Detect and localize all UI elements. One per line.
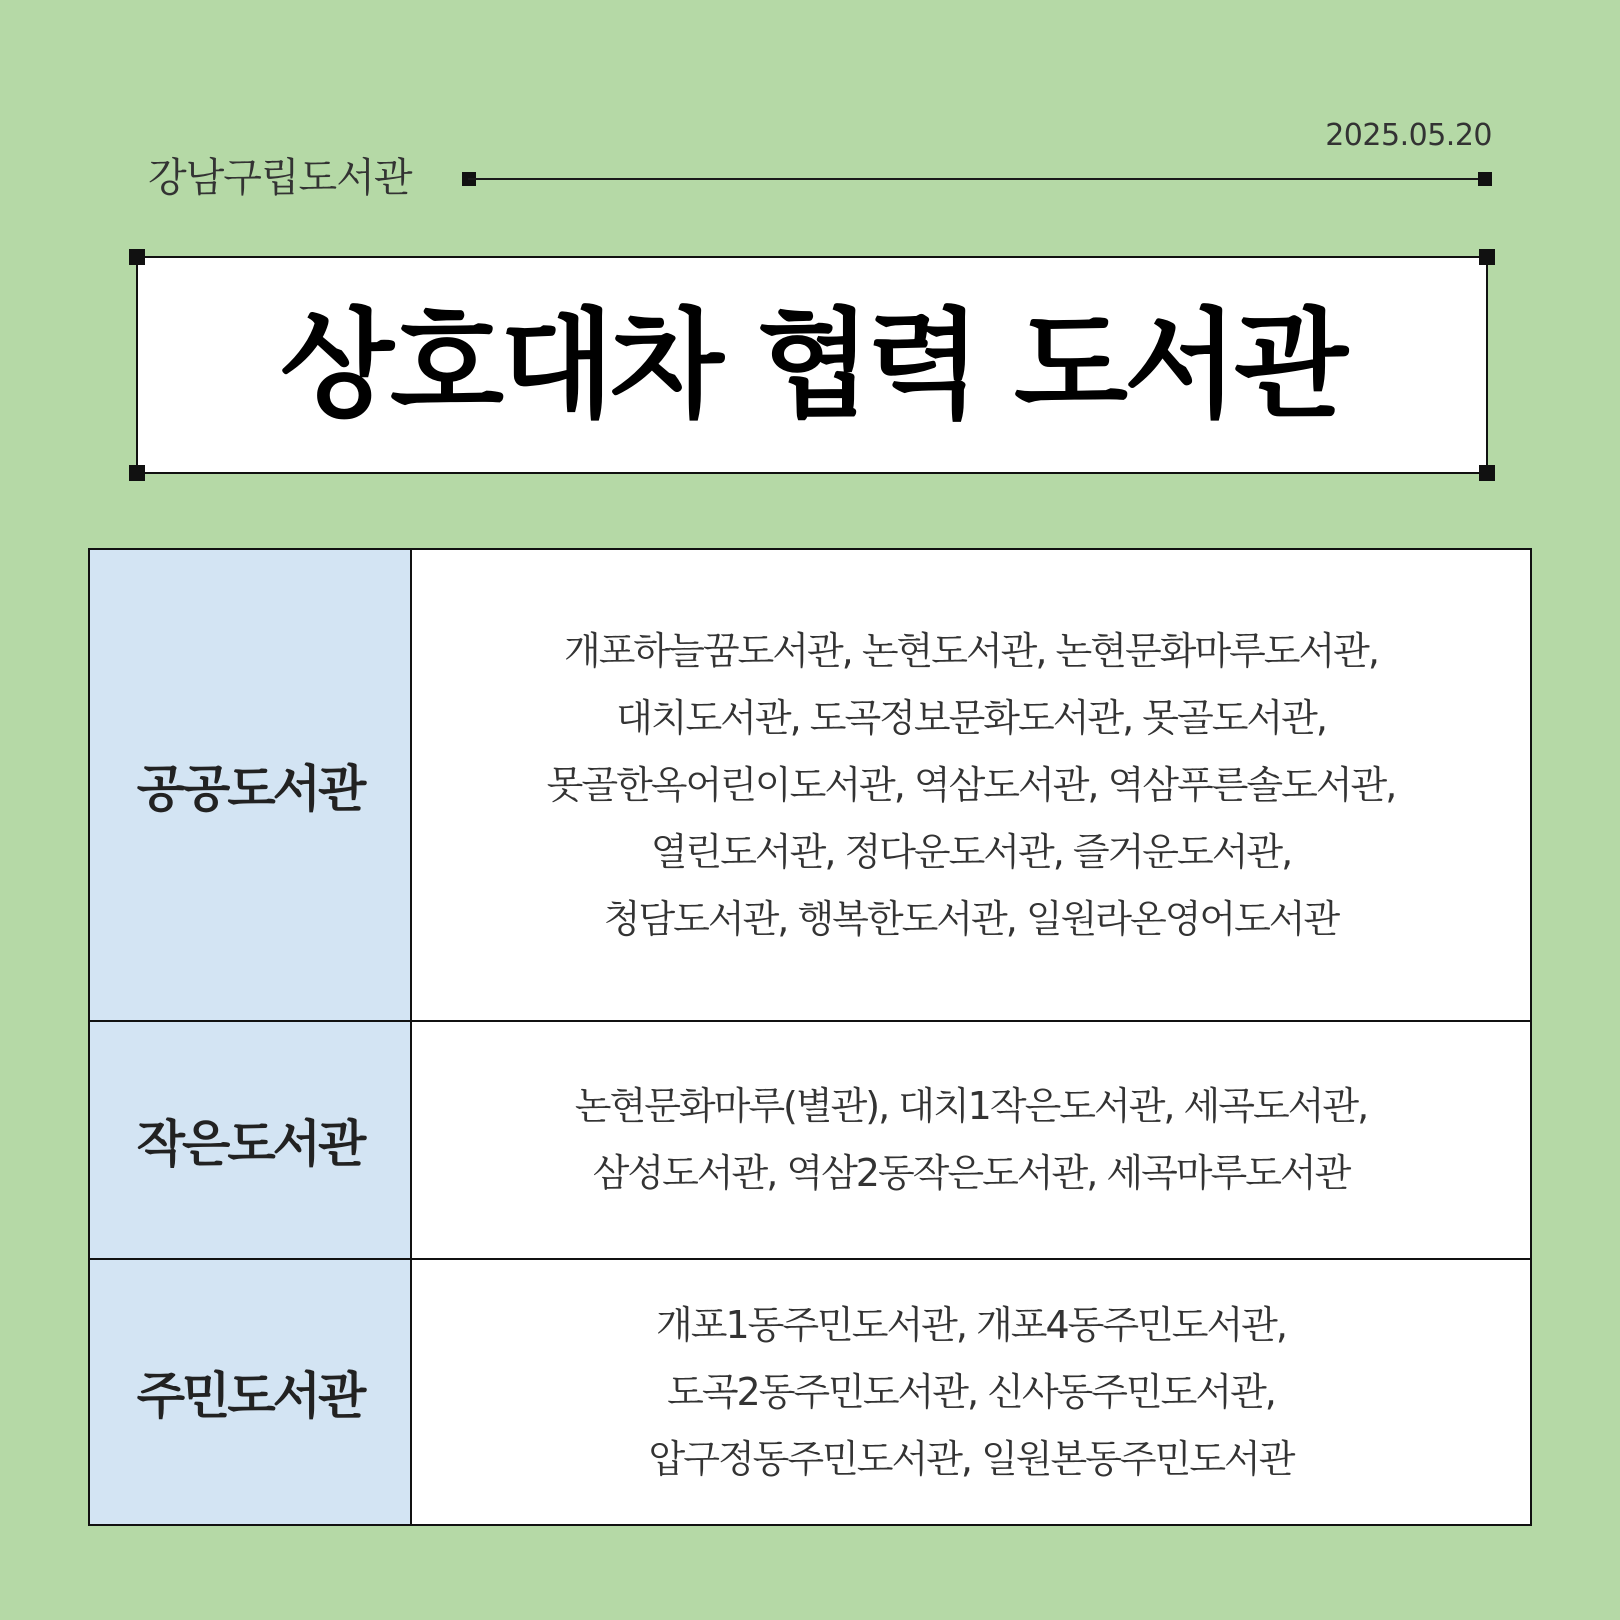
table-row-public — [90, 550, 1530, 1020]
date-label: 2025.05.20 — [1325, 118, 1492, 153]
library-line: 개포1동주민도서관, 개포4동주민도서관, — [656, 1302, 1286, 1347]
library-line: 청담도서관, 행복한도서관, 일원라온영어도서관 — [603, 896, 1339, 941]
library-line: 삼성도서관, 역삼2동작은도서관, 세곡마루도서관 — [592, 1151, 1350, 1195]
header-rule — [468, 178, 1486, 180]
library-table — [88, 548, 1532, 1526]
category-label: 공공도서관 — [90, 550, 412, 1020]
table-row-small — [90, 1020, 1530, 1258]
header-rule-end-dot — [1478, 172, 1492, 186]
category-label: 주민도서관 — [90, 1260, 412, 1524]
table-row-resident — [90, 1258, 1530, 1524]
title-corner-top-left — [129, 249, 145, 265]
title-box — [136, 256, 1488, 474]
organization-name: 강남구립도서관 — [148, 155, 412, 201]
library-line: 도곡2동주민도서관, 신사동주민도서관, — [667, 1369, 1275, 1414]
library-list — [412, 1260, 1530, 1524]
library-list — [412, 550, 1530, 1020]
library-line: 못골한옥어린이도서관, 역삼도서관, 역삼푸른솔도서관, — [546, 762, 1396, 807]
page-title: 상호대차 협력 도서관 — [279, 296, 1345, 434]
category-label: 작은도서관 — [90, 1022, 412, 1258]
library-list — [412, 1022, 1530, 1258]
title-corner-top-right — [1479, 249, 1495, 265]
library-line: 대치도서관, 도곡정보문화도서관, 못골도서관, — [616, 695, 1326, 740]
title-corner-bottom-right — [1479, 465, 1495, 481]
library-line: 개포하늘꿈도서관, 논현도서관, 논현문화마루도서관, — [564, 628, 1378, 673]
library-line: 논현문화마루(별관), 대치1작은도서관, 세곡도서관, — [574, 1084, 1368, 1128]
library-line: 압구정동주민도서관, 일원본동주민도서관 — [648, 1436, 1294, 1481]
title-corner-bottom-left — [129, 465, 145, 481]
library-line: 열린도서관, 정다운도서관, 즐거운도서관, — [650, 829, 1292, 874]
